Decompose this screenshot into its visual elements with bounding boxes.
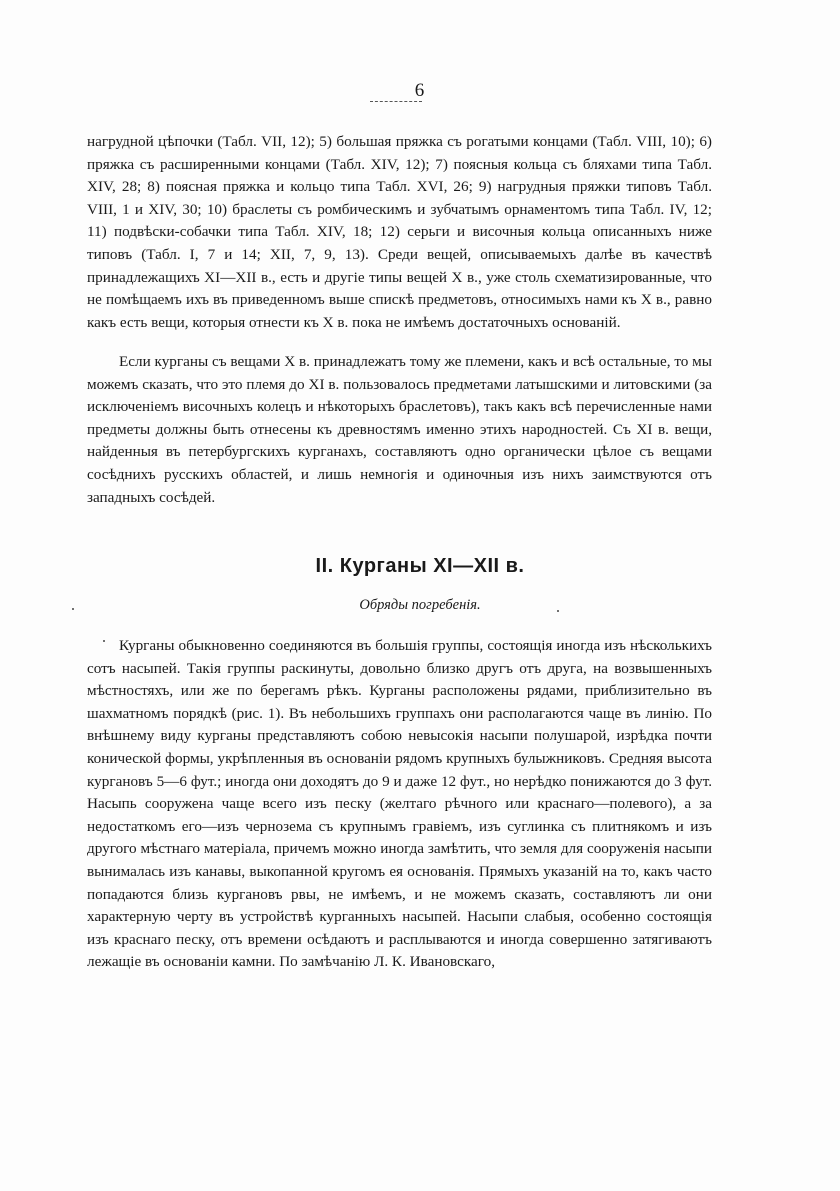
print-speck xyxy=(557,610,559,612)
paragraph-text: Курганы обыкновенно соединяются въ большія группы, состоящія иногда изъ нѣсколькихъ сотъ насыпей. Такія группы раскинуты, довольно близко другъ отъ друга, на возвышенныхъ мѣстностяхъ, или же по берегамъ рѣкъ. Курганы расположены рядами, приблизительно въ шахматномъ порядкѣ (рис. 1). Въ небольшихъ группахъ они располагаются чаще въ линію. По внѣшнему виду курганы представляютъ собою невысокія насыпи полушарой, изрѣдка почти конической формы, укрѣпленныя въ основаніи рядомъ крупныхъ булыжниковъ. Средняя высота кургановъ 5—6 фут.; иногда они доходятъ до 9 и даже 12 фут., но нерѣдко понижаются до 3 фут. Насыпь сооружена чаще всего изъ песку (желтаго рѣчного или краснаго—полевого), а за недостаткомъ его—изъ чернозема съ крупнымъ гравіемъ, изъ суглинка съ плитнякомъ и изъ другого мѣстнаго матеріала, причемъ можно иногда замѣтить, что земля для сооруженія насыпи вынималась изъ канавы, выкопанной кругомъ ея основанія. Прямыхъ указаній на то, какъ часто попадаются близь кургановъ рвы, не имѣемъ, и не можемъ сказать, составляютъ ли они характерную черту въ устройствѣ курганныхъ насыпей. Насыпи слабыя, особенно состоящія изъ краснаго песку, отъ времени осѣдаютъ и расплываются и иногда совершенно затягиваютъ лежащіе въ основаніи камни. По замѣчанію Л. К. Ивановскаго, xyxy=(87,637,712,971)
page-number-rule xyxy=(370,101,422,102)
paragraph-text: Если курганы съ вещами X в. принадлежатъ тому же племени, какъ и всѣ остальные, то мы можемъ сказать, что это племя до XI в. пользовалось предметами латышскими и литовскими (за исключеніемъ височныхъ колецъ и нѣкоторыхъ браслетовъ), такъ какъ всѣ перечисленные нами предметы должны быть отнесены къ древностямъ именно этихъ народностей. Съ XI в. вещи, найденныя въ петербургскихъ курганахъ, составляютъ одно органически цѣлое съ вещами сосѣднихъ русскихъ областей, и лишь немногія и одиночныя изъ нихъ заимствуются отъ западныхъ сосѣдей. xyxy=(87,353,712,506)
section-heading: II. Курганы XI—XII в. xyxy=(315,555,525,577)
print-speck xyxy=(72,608,74,610)
section-subheading: Обряды погребенія. xyxy=(359,597,481,613)
page-number: 6 xyxy=(414,80,426,101)
print-speck xyxy=(103,640,105,642)
paragraph-burial-rites xyxy=(87,635,712,974)
paragraph-text: нагрудной цѣпочки (Табл. VII, 12); 5) большая пряжка съ рогатыми концами (Табл. VIII, 10); 6) пряжка съ расширенными концами (Табл. XIV, 12); 7) поясныя кольца съ бляхами типа Табл. XIV, 28; 8) поясная пряжка и кольцо типа Табл. XVI, 26; 9) нагрудныя пряжки типовъ Табл. VIII, 1 и XIV, 30; 10) браслеты съ ромбическимъ и зубчатымъ орнаментомъ типа Табл. IV, 12; 11) подвѣски-собачки типа Табл. XIV, 18; 12) серьги и височныя кольца описанныхъ ниже типовъ (Табл. I, 7 и 14; XII, 7, 9, 13). Среди вещей, описываемыхъ далѣе въ качествѣ принадлежащихъ XI—XII в., есть и другіе типы вещей X в., уже столь схематизированные, что не помѣщаемъ ихъ въ приведенномъ выше спискѣ предметовъ, относимыхъ нами къ X в., равно какъ есть вещи, которыя отнести къ X в. пока не имѣемъ достаточныхъ основаній. xyxy=(87,133,712,331)
paragraph-list-continuation xyxy=(87,131,712,334)
paragraph-tribe-origin xyxy=(87,351,712,509)
